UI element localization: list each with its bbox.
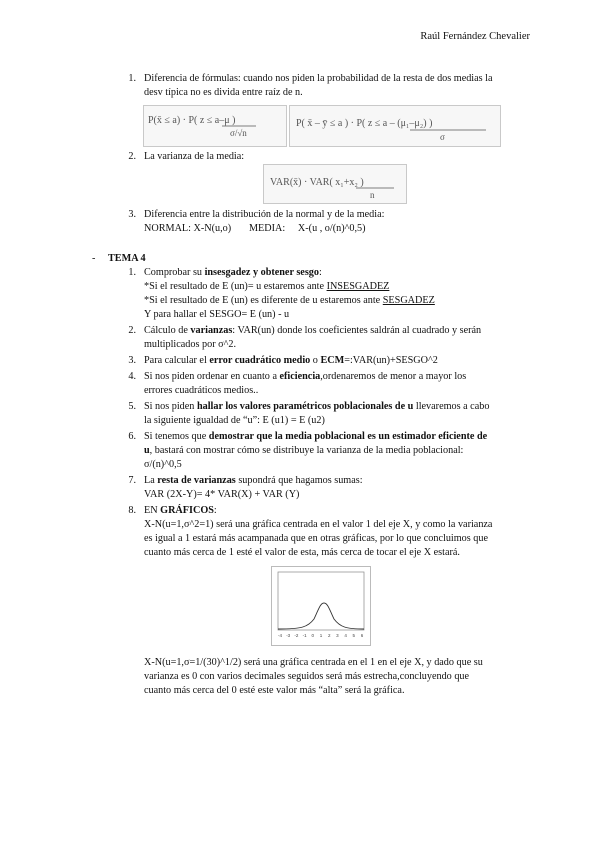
list-item-text: NORMAL: X-N(u,o) MEDIA: X-(u , o/(n)^0,5) [144,223,366,234]
list-item-text: Si nos piden hallar los valores paramétricos poblacionales de u llevaremos a cabo [144,401,490,412]
list-item-text: *Si el resultado de E (un)= u estaremos ante INSESGADEZ [144,281,390,292]
list-item-text: Cálculo de varianzas: VAR(un) donde los coeficientes saldrán al cuadrado y serán [144,325,482,336]
formula-image [263,164,407,204]
list-item-text: Y para hallar el SESGO= E (un) - u [144,309,290,320]
list-number: 1. [128,73,136,84]
list-item-text: cuanto más cerca de 1 esté el valor de esta, más cerca de tocar el eje X estará. [144,547,460,558]
list-item-text: multiplicados por σ^2. [144,339,237,350]
svg-text:σ/√n: σ/√n [230,128,247,138]
svg-text:σ: σ [440,132,445,142]
list-item-text: Si nos piden ordenar en cuanto a eficiencia,ordenaremos de menor a mayor los [144,371,467,382]
list-number: 3. [128,355,136,366]
graph-tick-label: -1 [302,633,307,638]
list-item-text: σ/(n)^0,5 [144,459,182,470]
list-item-text: EN GRÁFICOS: [144,505,217,516]
section-title: TEMA 4 [108,253,146,264]
svg-text:P( x̄ – ȳ ≤ a ) · P( z ≤ a –: P( x̄ – ȳ ≤ a ) · P( z ≤ a – (μ₁–μ₂) ) [296,118,433,129]
list-number: 5. [128,401,136,412]
graph-tick-label: -2 [294,633,299,638]
list-item-text: la siguiente igualdad de “u”: E (u1) = E (u2) [144,415,325,426]
bullet-dash: - [92,253,96,264]
graph-tick-label: 2 [327,633,331,638]
list-number: 4. [128,371,136,382]
author-name: Raúl Fernández Chevalier [420,31,530,42]
graph-tick-label: 3 [336,633,339,638]
list-number: 8. [128,505,136,516]
paragraph-text: X-N(u=1,σ=1/(30)^1/2) será una gráfica centrada en el 1 en el eje X, y dado que su [144,657,483,668]
list-item-text: Diferencia entre la distribución de la normal y de la media: [144,209,385,220]
graph-tick-label: -3 [286,633,291,638]
list-item-text: Para calcular el error cuadrático medio o ECM=:VAR(un)+SESGO^2 [144,355,438,366]
paragraph-text: varianza es 0 con varios decimales seguidos será más estrecha,concluyendo que [144,671,470,682]
list-number: 3. [128,209,136,220]
list-item-text: errores cuadráticos medios.. [144,385,259,396]
graph-tick-label: 6 [360,633,364,638]
formula-image [143,105,287,147]
svg-text:VAR(x̄) · VAR( x₁+x₂ ): VAR(x̄) · VAR( x₁+x₂ ) [270,177,364,188]
list-item-text: *Si el resultado de E (un) es diferente de u estaremos ante SESGADEZ [144,295,435,306]
paragraph-text: cuanto más cerca del 0 esté este valor más “alta” será la gráfica. [144,685,405,696]
graph-tick-label: 4 [344,633,347,638]
formula-image [289,105,501,147]
list-number: 2. [128,151,136,162]
list-number: 1. [128,267,136,278]
normal-curve-graph [271,566,371,646]
list-item-text: VAR (2X-Y)= 4* VAR(X) + VAR (Y) [144,489,300,500]
list-number: 7. [128,475,136,486]
graph-tick-label: 1 [319,633,323,638]
list-number: 6. [128,431,136,442]
list-item-text: Si tenemos que demostrar que la media poblacional es un estimador eficiente de [144,431,488,442]
list-item-text: desv típica no es divida entre raíz de n. [144,87,303,98]
list-number: 2. [128,325,136,336]
graph-tick-label: -4 [277,633,283,638]
list-item-text: La resta de varianzas supondrá que hagamos sumas: [144,475,363,486]
svg-text:n: n [370,190,375,200]
svg-text:P(x̄ ≤ a) · P( z ≤ a–μ ): P(x̄ ≤ a) · P( z ≤ a–μ ) [148,115,236,126]
graph-tick-label: 0 [311,633,315,638]
list-item-text: Comprobar su insesgadez y obtener sesgo: [144,267,322,278]
list-item-text: X-N(u=1,σ^2=1) será una gráfica centrada en el valor 1 del eje X, y como la varianza [144,519,493,530]
list-item-text: u, bastará con mostrar cómo se distribuye la varianza de la media poblacional: [144,445,464,456]
graph-tick-label: 5 [352,633,356,638]
list-item-text: Diferencia de fórmulas: cuando nos piden la probabilidad de la resta de dos medias la [144,73,493,84]
list-item-text: La varianza de la media: [144,151,245,162]
list-item-text: es igual a 1 estará más acampanada que en otras gráficas, por lo que concluimos que [144,533,488,544]
